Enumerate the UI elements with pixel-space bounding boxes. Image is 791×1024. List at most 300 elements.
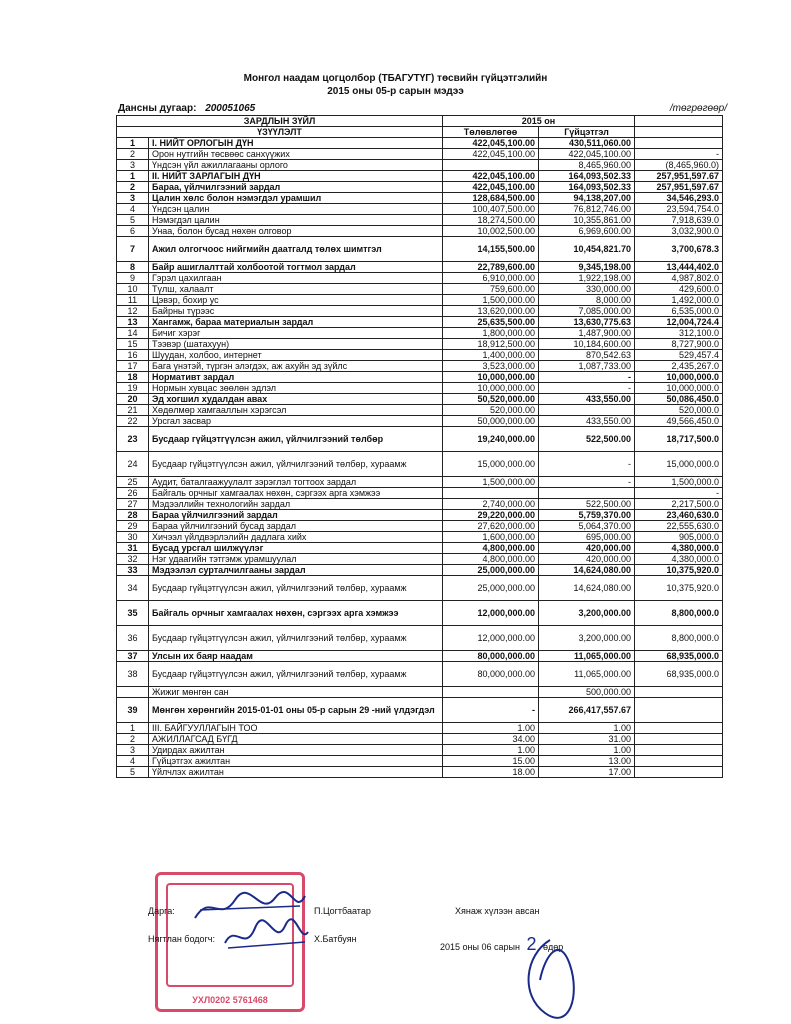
row-plan: 1,400,000.00 xyxy=(443,350,539,361)
row-actual: 3,200,000.00 xyxy=(539,626,635,651)
row-label: Бараа үйлчилгээний бусад зардал xyxy=(149,521,443,532)
row-label: Мэдээллийн технологийн зардал xyxy=(149,499,443,510)
row-difference xyxy=(635,734,723,745)
received-label: Хянаж хүлээн авсан xyxy=(455,906,540,916)
row-plan: 3,523,000.00 xyxy=(443,361,539,372)
row-number: 31 xyxy=(117,543,149,554)
row-difference: 22,555,630.0 xyxy=(635,521,723,532)
row-plan: 18,274,500.00 xyxy=(443,215,539,226)
row-actual: 8,465,960.00 xyxy=(539,160,635,171)
row-plan: 422,045,100.00 xyxy=(443,149,539,160)
table-row xyxy=(117,328,723,339)
row-number: 12 xyxy=(117,306,149,317)
table-row xyxy=(117,372,723,383)
table-row xyxy=(117,182,723,193)
row-label: Улсын их баяр наадам xyxy=(149,651,443,662)
row-plan: 80,000,000.00 xyxy=(443,651,539,662)
account-number: 200051065 xyxy=(205,103,256,114)
row-difference: 4,380,000.0 xyxy=(635,554,723,565)
row-plan: 18.00 xyxy=(443,767,539,778)
table-row xyxy=(117,488,723,499)
row-plan: - xyxy=(443,698,539,723)
row-actual: 695,000.00 xyxy=(539,532,635,543)
date-day: 2 xyxy=(526,934,537,954)
table-row xyxy=(117,171,723,182)
row-plan: 25,000,000.00 xyxy=(443,565,539,576)
accountant-name: Х.Батбуян xyxy=(314,934,357,944)
row-difference: 520,000.0 xyxy=(635,405,723,416)
row-difference: 312,100.0 xyxy=(635,328,723,339)
row-number: 1 xyxy=(117,171,149,182)
row-number: 4 xyxy=(117,756,149,767)
row-number: 30 xyxy=(117,532,149,543)
row-label: Орон нутгийн төсвөөс санхүүжих xyxy=(149,149,443,160)
row-difference: 50,086,450.0 xyxy=(635,394,723,405)
row-plan: 1,600,000.00 xyxy=(443,532,539,543)
row-plan: 10,002,500.00 xyxy=(443,226,539,237)
table-row xyxy=(117,734,723,745)
row-actual: 5,759,370.00 xyxy=(539,510,635,521)
table-row xyxy=(117,651,723,662)
table-row xyxy=(117,477,723,488)
table-row xyxy=(117,687,723,698)
row-label: Нормативт зардал xyxy=(149,372,443,383)
row-number: 18 xyxy=(117,372,149,383)
row-actual: 14,624,080.00 xyxy=(539,576,635,601)
row-difference: 10,375,920.0 xyxy=(635,565,723,576)
row-actual: 6,969,600.00 xyxy=(539,226,635,237)
row-number: 20 xyxy=(117,394,149,405)
row-number: 3 xyxy=(117,160,149,171)
row-label: Бичиг хэрэг xyxy=(149,328,443,339)
row-plan: 80,000,000.00 xyxy=(443,662,539,687)
row-plan: 22,789,600.00 xyxy=(443,262,539,273)
table-row xyxy=(117,510,723,521)
row-plan: 4,800,000.00 xyxy=(443,543,539,554)
row-label: Бага үнэтэй, түргэн элэгдэх, аж ахуйн эд зүйлс xyxy=(149,361,443,372)
row-difference: 12,004,724.4 xyxy=(635,317,723,328)
row-actual: 5,064,370.00 xyxy=(539,521,635,532)
row-number: 34 xyxy=(117,576,149,601)
row-number: 27 xyxy=(117,499,149,510)
row-number: 21 xyxy=(117,405,149,416)
row-label: Хичээл үйлдвэрлэлийн дадлага хийх xyxy=(149,532,443,543)
row-label: Бусдаар гүйцэтгүүлсэн ажил, үйлчилгээний төлбөр xyxy=(149,427,443,452)
row-actual: 430,511,060.00 xyxy=(539,138,635,149)
director-label: Дарга: xyxy=(148,906,175,916)
account-label: Дансны дугаар: xyxy=(118,103,197,114)
row-plan: 50,000,000.00 xyxy=(443,416,539,427)
row-number: 2 xyxy=(117,149,149,160)
table-row xyxy=(117,565,723,576)
row-difference: 257,951,597.67 xyxy=(635,182,723,193)
stamp-code: УХЛ0202 5761468 xyxy=(192,995,268,1005)
row-actual: 13.00 xyxy=(539,756,635,767)
row-label: Урсгал засвар xyxy=(149,416,443,427)
table-row xyxy=(117,405,723,416)
table-row xyxy=(117,698,723,723)
table-row xyxy=(117,383,723,394)
row-difference: 10,000,000.0 xyxy=(635,383,723,394)
table-row xyxy=(117,745,723,756)
row-number xyxy=(117,687,149,698)
header-year: 2015 он xyxy=(443,116,635,127)
row-label: Унаа, болон бусад нөхөн олговор xyxy=(149,226,443,237)
row-plan: 422,045,100.00 xyxy=(443,138,539,149)
header-actual: Гүйцэтгэл xyxy=(539,127,635,138)
table-row xyxy=(117,554,723,565)
table-row xyxy=(117,204,723,215)
row-difference xyxy=(635,767,723,778)
row-actual: 1,922,198.00 xyxy=(539,273,635,284)
row-label: II. НИЙТ ЗАРЛАГЫН ДҮН xyxy=(149,171,443,182)
row-label: III. БАЙГУУЛЛАГЫН ТОО xyxy=(149,723,443,734)
row-plan: 19,240,000.00 xyxy=(443,427,539,452)
row-label: Бусдаар гүйцэтгүүлсэн ажил, үйлчилгээний төлбөр, хураамж xyxy=(149,576,443,601)
table-row xyxy=(117,295,723,306)
row-actual: - xyxy=(539,372,635,383)
row-actual: 420,000.00 xyxy=(539,543,635,554)
row-number: 14 xyxy=(117,328,149,339)
row-actual: 3,200,000.00 xyxy=(539,601,635,626)
row-plan: 1.00 xyxy=(443,745,539,756)
row-number: 9 xyxy=(117,273,149,284)
row-plan: 25,635,500.00 xyxy=(443,317,539,328)
row-actual: 9,345,198.00 xyxy=(539,262,635,273)
row-label: Бусдаар гүйцэтгүүлсэн ажил, үйлчилгээний төлбөр, хураамж xyxy=(149,452,443,477)
row-actual: 266,417,557.67 xyxy=(539,698,635,723)
table-row xyxy=(117,626,723,651)
row-number: 6 xyxy=(117,226,149,237)
row-actual: 31.00 xyxy=(539,734,635,745)
row-difference: 34,546,293.0 xyxy=(635,193,723,204)
row-label: Байр ашиглалттай холбоотой тогтмол зардал xyxy=(149,262,443,273)
row-actual: 11,065,000.00 xyxy=(539,662,635,687)
row-label: I. НИЙТ ОРЛОГЫН ДҮН xyxy=(149,138,443,149)
row-plan: 27,620,000.00 xyxy=(443,521,539,532)
row-label: Гэрэл цахилгаан xyxy=(149,273,443,284)
receiver-signature xyxy=(515,935,585,1020)
table-row xyxy=(117,543,723,554)
row-number: 17 xyxy=(117,361,149,372)
row-label: Аудит, баталгаажуулалт зэрэглэл тогтоох зардал xyxy=(149,477,443,488)
table-row xyxy=(117,499,723,510)
date-suffix: өдөр xyxy=(542,942,564,952)
row-plan: 29,220,000.00 xyxy=(443,510,539,521)
row-label: Хангамж, бараа материалын зардал xyxy=(149,317,443,328)
table-row xyxy=(117,723,723,734)
row-difference: 4,987,802.0 xyxy=(635,273,723,284)
row-label: Хөдөлмөр хамгааллын хэрэгсэл xyxy=(149,405,443,416)
row-plan: 1.00 xyxy=(443,723,539,734)
row-actual: 522,500.00 xyxy=(539,427,635,452)
row-label: Эд хогшил худалдан авах xyxy=(149,394,443,405)
row-actual: 17.00 xyxy=(539,767,635,778)
row-label: Үндсэн цалин xyxy=(149,204,443,215)
row-number: 4 xyxy=(117,204,149,215)
row-difference: 2,217,500.0 xyxy=(635,499,723,510)
row-label: Нэг удаагийн тэтгэмж урамшуулал xyxy=(149,554,443,565)
row-number: 2 xyxy=(117,734,149,745)
row-number: 11 xyxy=(117,295,149,306)
row-difference: 1,500,000.0 xyxy=(635,477,723,488)
row-actual: - xyxy=(539,477,635,488)
accountant-label: Нягтлан бодогч: xyxy=(148,934,215,944)
row-plan xyxy=(443,488,539,499)
report-subtitle: 2015 оны 05-р сарын мэдээ xyxy=(327,86,464,97)
row-actual: 10,355,861.00 xyxy=(539,215,635,226)
table-row xyxy=(117,427,723,452)
row-label: Үндсэн үйл ажиллагааны орлого xyxy=(149,160,443,171)
row-number: 32 xyxy=(117,554,149,565)
row-difference: 2,435,267.0 xyxy=(635,361,723,372)
table-row xyxy=(117,138,723,149)
row-number: 24 xyxy=(117,452,149,477)
row-label: Гүйцэтгэх ажилтан xyxy=(149,756,443,767)
row-difference: 49,566,450.0 xyxy=(635,416,723,427)
row-actual: 10,454,821.70 xyxy=(539,237,635,262)
row-number: 1 xyxy=(117,138,149,149)
row-number: 22 xyxy=(117,416,149,427)
row-actual: 14,624,080.00 xyxy=(539,565,635,576)
row-number: 19 xyxy=(117,383,149,394)
row-difference: - xyxy=(635,149,723,160)
row-difference xyxy=(635,687,723,698)
row-label: Байгаль орчныг хамгаалах нөхөн, сэргээх арга хэмжээ xyxy=(149,488,443,499)
row-number: 28 xyxy=(117,510,149,521)
row-difference xyxy=(635,745,723,756)
row-actual: 422,045,100.00 xyxy=(539,149,635,160)
table-row xyxy=(117,339,723,350)
row-difference: 13,444,402.0 xyxy=(635,262,723,273)
row-plan: 6,910,000.00 xyxy=(443,273,539,284)
row-number: 1 xyxy=(117,723,149,734)
director-name: П.Цогтбаатар xyxy=(314,906,371,916)
row-label: Байгаль орчныг хамгаалах нөхөн, сэргээх арга хэмжээ xyxy=(149,601,443,626)
row-actual: 7,085,000.00 xyxy=(539,306,635,317)
row-plan: 15,000,000.00 xyxy=(443,452,539,477)
row-number: 23 xyxy=(117,427,149,452)
row-plan xyxy=(443,160,539,171)
row-plan: 2,740,000.00 xyxy=(443,499,539,510)
row-plan: 10,000,000.00 xyxy=(443,372,539,383)
row-plan: 1,800,000.00 xyxy=(443,328,539,339)
accountant-signature xyxy=(220,918,310,956)
row-difference: 4,380,000.0 xyxy=(635,543,723,554)
header-expense-item: ЗАРДЛЫН ЗҮЙЛ xyxy=(117,116,443,127)
table-row xyxy=(117,767,723,778)
row-number: 36 xyxy=(117,626,149,651)
report-title: Монгол наадам цогцолбор (ТБАГУТҮГ) төсвийн гүйцэтгэлийн xyxy=(243,73,548,84)
row-difference: 8,800,000.0 xyxy=(635,626,723,651)
row-label: Үйлчлэх ажилтан xyxy=(149,767,443,778)
row-label: Удирдах ажилтан xyxy=(149,745,443,756)
row-plan: 1,500,000.00 xyxy=(443,295,539,306)
row-difference: 68,935,000.0 xyxy=(635,651,723,662)
row-plan: 10,000,000.00 xyxy=(443,383,539,394)
table-row xyxy=(117,193,723,204)
row-difference: 8,727,900.0 xyxy=(635,339,723,350)
table-row xyxy=(117,149,723,160)
row-plan: 50,520,000.00 xyxy=(443,394,539,405)
row-difference: (8,465,960.0) xyxy=(635,160,723,171)
row-difference: 68,935,000.0 xyxy=(635,662,723,687)
row-number: 8 xyxy=(117,262,149,273)
row-actual xyxy=(539,488,635,499)
row-difference: 18,717,500.0 xyxy=(635,427,723,452)
table-row xyxy=(117,215,723,226)
row-difference: 10,375,920.0 xyxy=(635,576,723,601)
table-row xyxy=(117,521,723,532)
row-label: Нэмэгдэл цалин xyxy=(149,215,443,226)
row-label: Шуудан, холбоо, интернет xyxy=(149,350,443,361)
row-number: 2 xyxy=(117,182,149,193)
row-actual: 420,000.00 xyxy=(539,554,635,565)
row-label: Бараа үйлчилгээний зардал xyxy=(149,510,443,521)
row-difference: 10,000,000.0 xyxy=(635,372,723,383)
row-plan: 12,000,000.00 xyxy=(443,626,539,651)
row-number: 35 xyxy=(117,601,149,626)
row-actual: 8,000.00 xyxy=(539,295,635,306)
row-label: Бусдаар гүйцэтгүүлсэн ажил, үйлчилгээний төлбөр, хураамж xyxy=(149,662,443,687)
row-label: Бусдаар гүйцэтгүүлсэн ажил, үйлчилгээний төлбөр, хураамж xyxy=(149,626,443,651)
table-row xyxy=(117,756,723,767)
row-plan: 4,800,000.00 xyxy=(443,554,539,565)
table-row xyxy=(117,226,723,237)
row-plan: 13,620,000.00 xyxy=(443,306,539,317)
row-actual: 164,093,502.33 xyxy=(539,171,635,182)
row-actual: 13,630,775.63 xyxy=(539,317,635,328)
row-label: Тээвэр (шатахуун) xyxy=(149,339,443,350)
row-plan: 759,600.00 xyxy=(443,284,539,295)
table-row xyxy=(117,394,723,405)
row-plan: 14,155,500.00 xyxy=(443,237,539,262)
row-actual: 1,087,733.00 xyxy=(539,361,635,372)
row-actual: 433,550.00 xyxy=(539,416,635,427)
row-label: Түлш, халаалт xyxy=(149,284,443,295)
row-difference: 8,800,000.0 xyxy=(635,601,723,626)
row-difference xyxy=(635,723,723,734)
row-number: 10 xyxy=(117,284,149,295)
row-difference: 529,457.4 xyxy=(635,350,723,361)
row-plan: 100,407,500.00 xyxy=(443,204,539,215)
row-difference: 1,492,000.0 xyxy=(635,295,723,306)
row-number: 5 xyxy=(117,767,149,778)
row-actual xyxy=(539,405,635,416)
row-number: 37 xyxy=(117,651,149,662)
row-plan: 15.00 xyxy=(443,756,539,767)
table-row xyxy=(117,361,723,372)
row-difference: 905,000.0 xyxy=(635,532,723,543)
row-number: 15 xyxy=(117,339,149,350)
row-number: 7 xyxy=(117,237,149,262)
row-number: 26 xyxy=(117,488,149,499)
row-actual: - xyxy=(539,452,635,477)
row-number: 5 xyxy=(117,215,149,226)
header-indicator: ҮЗҮҮЛЭЛТ xyxy=(117,127,443,138)
table-row xyxy=(117,237,723,262)
row-number: 33 xyxy=(117,565,149,576)
row-label: Цалин хөлс болон нэмэгдэл урамшил xyxy=(149,193,443,204)
row-difference: 6,535,000.0 xyxy=(635,306,723,317)
table-row xyxy=(117,601,723,626)
table-row xyxy=(117,317,723,328)
table-row xyxy=(117,532,723,543)
row-actual: 433,550.00 xyxy=(539,394,635,405)
row-actual: 522,500.00 xyxy=(539,499,635,510)
table-row xyxy=(117,284,723,295)
budget-table xyxy=(116,115,723,778)
row-number: 38 xyxy=(117,662,149,687)
row-actual: 1,487,900.00 xyxy=(539,328,635,339)
row-number: 3 xyxy=(117,193,149,204)
header-plan: Төлөвлөгөө xyxy=(443,127,539,138)
table-row xyxy=(117,452,723,477)
row-difference: 3,032,900.0 xyxy=(635,226,723,237)
row-actual: 870,542.63 xyxy=(539,350,635,361)
row-plan: 12,000,000.00 xyxy=(443,601,539,626)
table-row xyxy=(117,576,723,601)
row-actual: - xyxy=(539,383,635,394)
row-actual: 500,000.00 xyxy=(539,687,635,698)
row-actual: 1.00 xyxy=(539,745,635,756)
row-label: Нормын хувцас зөөлөн эдлэл xyxy=(149,383,443,394)
row-label: Бараа, үйлчилгээний зардал xyxy=(149,182,443,193)
row-number: 13 xyxy=(117,317,149,328)
row-difference: 23,594,754.0 xyxy=(635,204,723,215)
row-number: 16 xyxy=(117,350,149,361)
row-plan: 18,912,500.00 xyxy=(443,339,539,350)
row-actual: 1.00 xyxy=(539,723,635,734)
row-difference: - xyxy=(635,488,723,499)
row-plan: 422,045,100.00 xyxy=(443,171,539,182)
row-plan: 128,684,500.00 xyxy=(443,193,539,204)
row-label: Ажил олгогчоос нийгмийн даатгалд төлөх шимтгэл xyxy=(149,237,443,262)
row-difference: 23,460,630.0 xyxy=(635,510,723,521)
row-label: Жижиг мөнгөн сан xyxy=(149,687,443,698)
row-label: Мэдээлэл сурталчилгааны зардал xyxy=(149,565,443,576)
row-actual: 76,812,746.00 xyxy=(539,204,635,215)
row-plan: 1,500,000.00 xyxy=(443,477,539,488)
row-difference: 15,000,000.0 xyxy=(635,452,723,477)
row-label: Цэвэр, бохир ус xyxy=(149,295,443,306)
row-actual: 330,000.00 xyxy=(539,284,635,295)
row-label: Мөнгөн хөрөнгийн 2015-01-01 оны 05-р сарын 29 -ний үлдэгдэл xyxy=(149,698,443,723)
row-difference: 3,700,678.3 xyxy=(635,237,723,262)
table-row xyxy=(117,350,723,361)
row-label: Байрны түрээс xyxy=(149,306,443,317)
row-actual: 10,184,600.00 xyxy=(539,339,635,350)
row-plan: 422,045,100.00 xyxy=(443,182,539,193)
table-row xyxy=(117,416,723,427)
table-row xyxy=(117,273,723,284)
row-difference: 257,951,597.67 xyxy=(635,171,723,182)
row-difference xyxy=(635,138,723,149)
row-plan: 25,000,000.00 xyxy=(443,576,539,601)
account-line xyxy=(118,103,255,114)
row-number: 3 xyxy=(117,745,149,756)
date-text: 2015 оны 06 сарын xyxy=(440,942,520,952)
table-body xyxy=(117,138,723,778)
row-difference: 429,600.0 xyxy=(635,284,723,295)
row-label: Бусад урсгал шилжүүлэг xyxy=(149,543,443,554)
table-row xyxy=(117,662,723,687)
row-difference xyxy=(635,698,723,723)
row-plan: 34.00 xyxy=(443,734,539,745)
row-difference: 7,918,639.0 xyxy=(635,215,723,226)
row-plan xyxy=(443,687,539,698)
row-actual: 94,138,207.00 xyxy=(539,193,635,204)
